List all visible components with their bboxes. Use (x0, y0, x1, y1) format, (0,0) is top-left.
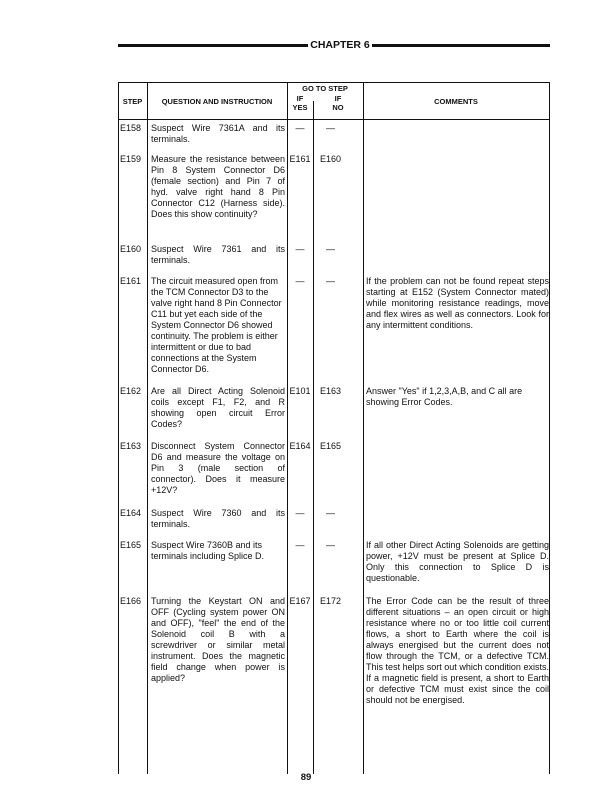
header-comments: COMMENTS (434, 97, 478, 106)
step-number: E163 (120, 441, 142, 451)
step-number: E159 (120, 154, 142, 164)
goto-if-no: E172 (319, 596, 342, 606)
question-text: Suspect Wire 7360 and its terminals. (151, 508, 285, 529)
goto-if-no: — (326, 508, 335, 518)
goto-if-no: E163 (319, 386, 342, 396)
col-divider-question (287, 82, 288, 774)
chapter-title: CHAPTER 6 (310, 39, 370, 51)
step-number: E164 (120, 508, 142, 518)
comment-text: The Error Code can be the result of three different situations – an open circuit or high resistance where no or too little coil current flows, a short to Earth where the coil is always energised but the current does not flow through the TCM, or a defective TCM. This test helps sort out which condition exists. If a magnetic field is present, a short to Earth or defective TCM must exist since the coil should not be energised. (366, 596, 549, 705)
step-number: E158 (120, 123, 142, 133)
step-number: E161 (120, 276, 142, 286)
goto-if-no: — (326, 540, 335, 550)
question-text: Suspect Wire 7361A and its terminals. (151, 123, 285, 144)
question-text: Measure the resistance between Pin 8 System Connector D6 (female section) and Pin 7 of hyd. valve right hand 8 Pin Connector C12 (Harness side). Does this show continuity? (151, 154, 285, 219)
step-number: E166 (120, 596, 142, 606)
goto-if-no: E160 (319, 154, 342, 164)
header-question: QUESTION AND INSTRUCTION (161, 97, 273, 106)
header-bottom-rule (118, 119, 550, 120)
goto-if-yes: — (295, 244, 305, 254)
header-if-no-line2: NO (332, 103, 344, 112)
goto-if-yes: — (295, 508, 305, 518)
question-text: Disconnect System Connector D6 and measure the voltage on Pin 3 (male section of connector). Does it measure +12V? (151, 441, 285, 495)
header-if-yes-line1: IF (296, 94, 304, 103)
step-number: E160 (120, 244, 142, 254)
step-number: E165 (120, 540, 142, 550)
col-divider-step (147, 82, 148, 774)
comment-text: Answer "Yes" if 1,2,3,A,B, and C all are showing Error Codes. (366, 386, 523, 407)
goto-if-yes: E101 (289, 386, 311, 396)
question-text: Suspect Wire 7361 and its terminals. (151, 244, 285, 265)
goto-if-yes: E161 (289, 154, 311, 164)
question-text: Are all Direct Acting Solenoid coils except F1, F2, and R showing open circuit Error Codes? (151, 386, 285, 429)
goto-if-yes: — (295, 276, 305, 286)
goto-if-yes: — (295, 123, 305, 133)
col-divider-yes-no (313, 101, 314, 774)
procedure-table (118, 82, 550, 774)
comment-text: If the problem can not be found repeat steps starting at E152 (System Connector mated) while monitoring resistance readings, move and flex wires as well as connectors. Look for any intermittent conditions. (366, 276, 549, 330)
question-text: Suspect Wire 7360B and its terminals including Splice D. (151, 540, 265, 561)
step-number: E162 (120, 386, 142, 396)
table-border-left (118, 82, 119, 774)
goto-if-yes: E167 (289, 596, 311, 606)
page-number: 89 (300, 772, 312, 783)
header-if-no-line1: IF (334, 94, 342, 103)
header-if-yes-line2: YES (292, 103, 308, 112)
goto-if-no: — (326, 244, 335, 254)
table-border-top (118, 82, 550, 83)
goto-if-yes: E164 (289, 441, 311, 451)
header-rule-left (118, 44, 308, 47)
header-goto: GO TO STEP (302, 84, 348, 93)
header-step: STEP (122, 97, 143, 106)
col-divider-goto (363, 82, 364, 774)
header-rule-right (372, 44, 550, 47)
question-text: The circuit measured open from the TCM Connector D3 to the valve right hand 8 Pin Connector C11 but yet each side of the System Connector D6 showed continuity. The problem is either intermittent or due to bad connections at the System Connector D6. (151, 276, 282, 374)
question-text: Turning the Keystart ON and OFF (Cycling system power ON and OFF), "feel" the end of the Solenoid coil B with a screwdriver or similar metal instrument. Does the magnetic field change when power is applied? (151, 596, 285, 683)
chapter-header (118, 38, 550, 52)
goto-if-no: E165 (319, 441, 342, 451)
goto-if-no: — (326, 123, 335, 133)
table-border-right (549, 82, 550, 774)
comment-text: If all other Direct Acting Solenoids are getting power, +12V must be present at Splice D. Only this connection to Splice D is questionable. (366, 540, 549, 583)
goto-if-no: — (326, 276, 335, 286)
goto-if-yes: — (295, 540, 305, 550)
